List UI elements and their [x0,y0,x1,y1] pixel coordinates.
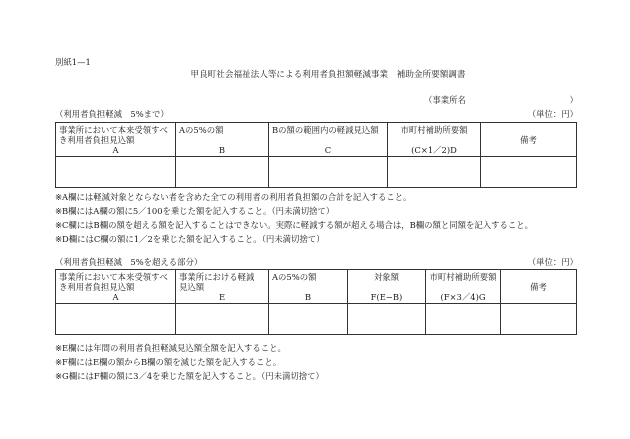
header-label: 事業所において本来受領すべ [59,125,168,135]
section2-label: （利用者負担軽減 5%を超える部分） [55,257,203,267]
data-cell-a [56,157,176,188]
header-content [56,270,175,303]
header-content [269,123,387,156]
note-line: ※F欄にはE欄の額からB欄の額を減じた額を記入すること。 [55,357,282,367]
note-line: ※A欄には軽減対象とならない者を含めた全ての利用者の利用者負担額の合計を記入すること。 [55,192,412,202]
header-content [348,270,425,303]
header-cell-f [348,270,426,304]
header-code: A [112,145,119,155]
header-content [426,270,500,303]
header-cell-b [176,123,269,157]
data-cell-b [176,157,269,188]
note-line: ※D欄にはC欄の額に1／2を乗じた額を記入すること。（円未満切捨て） [55,234,325,244]
empty-cell [481,157,576,187]
header-code: F(E−B) [370,292,403,302]
header-code: (C×1／2)D [411,145,457,155]
data-cell-g [426,304,501,335]
header-label: 事業所における軽減 [179,272,255,282]
note-line: ※B欄にはA欄の額に5／100を乗じた額を記入すること。（円未満切捨て） [55,206,335,216]
header-content [56,123,175,156]
header-code: E [218,292,226,302]
note-line: ※E欄には年間の利用者負担軽減見込額全額を記入すること。 [55,343,286,353]
section2-unit: （単位：円） [527,257,578,267]
header-cell-a [56,123,176,157]
empty-cell [176,157,268,187]
section1-table [55,122,577,188]
empty-cell [269,157,387,187]
note-line: ※G欄にはF欄の額に3／4を乗じた額を記入すること。（円未満切捨て） [55,371,324,381]
header-content [176,123,268,156]
table-data-row [56,157,577,188]
empty-cell [348,304,425,334]
header-cell-d [388,123,481,157]
data-cell-b [269,304,348,335]
header-cell-g [426,270,501,304]
header-label-block [59,272,172,292]
section2-table [55,269,577,335]
header-label: Bの額の範囲内の軽減見込額 [272,125,379,135]
header-cell-remarks [481,123,577,157]
header-label: き利用者負担見込額 [59,135,135,145]
table-header-row [56,270,577,304]
header-cell-c [269,123,388,157]
table-header-row [56,123,577,157]
table-data-row [56,304,577,335]
attachment-label: 別紙1—1 [55,57,91,67]
data-cell-e [176,304,269,335]
header-content [269,270,347,303]
empty-cell [269,304,347,334]
header-label: 見込額 [179,282,205,292]
header-label: 備考 [530,282,547,292]
data-cell-c [269,157,388,188]
facility-name-label: （事業所名 [424,95,466,105]
header-code: B [218,145,226,155]
header-content [501,270,576,303]
header-code: B [304,292,312,302]
header-code: (F×3／4)G [440,292,486,302]
empty-cell [426,304,500,334]
header-content [176,270,268,303]
section1-unit: （単位：円） [527,109,578,119]
empty-cell [388,157,480,187]
empty-cell [56,157,175,187]
header-cell-e [176,270,269,304]
header-label-block [59,125,172,145]
header-code: A [112,292,119,302]
empty-cell [176,304,268,334]
header-label: 市町村補助所要額 [429,272,497,282]
header-label: 事業所において本来受領すべ [59,272,168,282]
document-title: 甲良町社会福祉法人等による利用者負担額軽減事業 補助金所要額調書 [190,70,466,80]
data-cell-remarks [481,157,577,188]
header-content [388,123,480,156]
header-code: C [324,145,332,155]
empty-cell [56,304,175,334]
header-cell-remarks [501,270,577,304]
header-content [481,123,576,156]
header-label: Aの5%の額 [272,272,317,282]
header-label: Aの5%の額 [179,125,224,135]
header-label: 市町村補助所要額 [400,125,468,135]
section1-label: （利用者負担軽減 5%まで） [55,109,169,119]
header-label: き利用者負担見込額 [59,282,135,292]
header-cell-a [56,270,176,304]
header-cell-b [269,270,348,304]
header-label-block [179,272,265,292]
data-cell-d [388,157,481,188]
data-cell-f [348,304,426,335]
section2-notes [55,341,324,383]
facility-name-close: ） [569,95,578,105]
header-label: 対象額 [373,272,400,282]
section1-notes [55,190,533,246]
data-cell-remarks [501,304,577,335]
header-label: 備考 [520,135,537,145]
data-cell-a [56,304,176,335]
note-line: ※C欄にはB欄の額を超える額を記入することはできない。実際に軽減する額が超える場合は，B欄の額と同額を記入すること。 [55,220,533,230]
empty-cell [501,304,576,334]
facility-name-line [424,95,578,105]
